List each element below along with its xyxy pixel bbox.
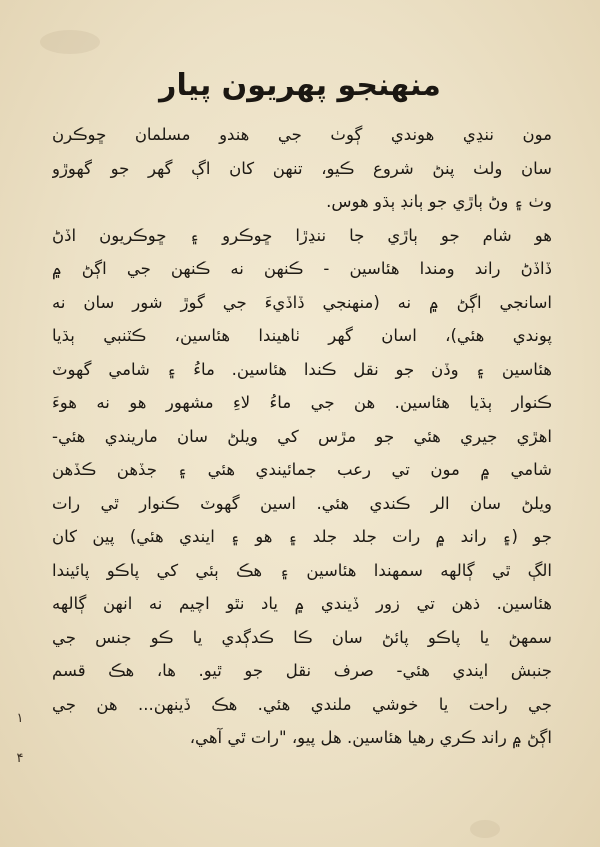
margin-mark: ۴ [16,751,24,766]
text-line: جنبش ايندي هئي- صرف نقل جو ٿيو. ها، هڪ قسم [52,661,552,680]
paper-stain [470,820,500,838]
text-line: سمهڻ يا پاڪو پائڻ سان ڪا ڪدڳدي يا ڪو جنس جي [52,627,552,647]
text-line: هئاسين ۽ وڏن جو نقل ڪندا هئاسين. ماءُ ۽ شامي گهوٽ [52,359,552,379]
body-text [52,118,552,755]
text-line: وٺ ۽ وڻ ٻاڙي جو ٻانڊ ٻڌو هوس. [326,192,552,211]
paper-stain [40,30,100,54]
text-line: هئاسين. ذهن تي زور ڏيندي ۾ ياد نٿو اچيم نه انهن ڳالهه [52,594,552,613]
text-line: اڳڻ ۾ راند ڪري رهيا هئاسين. هل پيو، "رات ٿي آهي، [189,728,552,747]
text-line: هو شام جو ٻاڙي جا ننڍڙا ڇوڪرو ۽ ڇوڪريون اڏڻ [52,225,552,245]
text-line: اهڙي جيري هئي جو مڙس کي ويلڻ سان ماريندي هئي- [52,426,552,446]
text-line: اسانجي اڳڻ ۾ نه (منهنجي ڏاڏيءَ جي گوڙ شور سان نه [52,292,552,312]
text-line: سان ولٺ پنڻ شروع ڪيو، تنهن کان اڳ گهر جو گهوڙو [52,158,552,178]
text-line: مون ننڍي هوندي ڳوٺ جي هندو مسلمان ڇوڪرن [52,125,552,144]
text-line: ويلڻ سان الر ڪندي هئي. اسين گهوٽ ڪنوار ٿي رات [52,493,552,513]
text-line: ڪنوار ٻڌيا هئاسين. هن جي ماءُ لاءِ مشهور هو نه هوءَ [52,393,552,412]
page-title: منهنجو پهريون پيار [159,68,441,103]
text-line: ڏاڏڻ راند ومندا هئاسين - ڪنهن نه ڪنهن جي اڳڻ ۾ [52,259,552,278]
text-line: جو (۽ راند ۾ رات جلد جلد ۽ هو ۽ ايندي هئي) پين کان [52,527,552,546]
text-line: شامي ۾ مون تي رعب جمائيندي هئي ۽ جڏهن ڪڏهن [52,460,552,479]
text-line: الڳ ٿي ڳالهه سمهندا هئاسين ۽ هڪ ٻئي کي پاڪو پائيندا [52,560,552,580]
text-line: جي راحت يا خوشي ملندي هئي. هڪ ڏينهن... هن جي [52,694,552,714]
text-line: پوندي هئي)، اسان گهر ٺاهيندا هئاسين، ڪٽنبي ٻڌيا [52,326,552,345]
margin-mark: ۱ [16,711,24,726]
